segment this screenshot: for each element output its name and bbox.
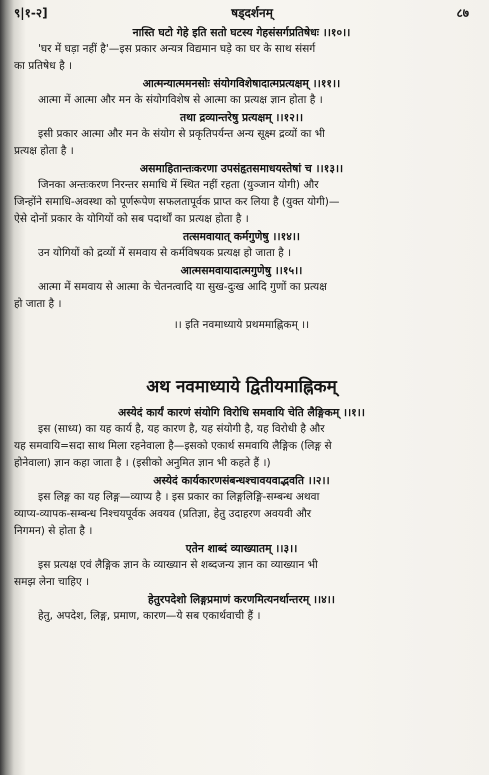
commentary-line: इसी प्रकार आत्मा और मन के संयोग से प्रकृतिपर्यन्त अन्य सूक्ष्म द्रव्यों का भी (38, 128, 325, 140)
sutra-line: तत्समवायात् कर्मगुणेषु ।।१४।। (183, 230, 300, 243)
commentary-line: इस लिङ्ग का यह लिङ्ग—व्याप्य है । इस प्रकार का लिङ्गलिङ्गि-सम्बन्ध अथवा (38, 491, 320, 503)
chapter-end-colophon: ।। इति नवमाध्याये प्रथममाह्निकम् ।। (173, 319, 310, 331)
commentary-line: जिनका अन्तःकरण निरन्तर समाधि में स्थित नहीं रहता (युञ्जान योगी) और (38, 179, 319, 191)
commentary-line: जिन्होंने समाधि-अवस्था को पूर्णरूपेण सफलतापूर्वक प्राप्त कर लिया है (युक्त योगी)— (14, 196, 340, 208)
commentary-line: आत्मा में आत्मा और मन के संयोगविशेष से आत्मा का प्रत्यक्ष ज्ञान होता है । (38, 94, 323, 106)
commentary-line: निगमन) से होता है । (14, 525, 93, 537)
sutra-line: अस्येदं कार्यकारणसंबन्धश्चावयवाद्भवति ।।२।। (153, 474, 330, 487)
commentary-line: व्याप्य-व्यापक-सम्बन्ध निश्चयपूर्वक अवयव (प्रतिज्ञा, हेतु उदाहरण अवयवी और (14, 508, 312, 520)
sutra-line: एतेन शाब्दं व्याख्यातम् ।।३।। (185, 542, 298, 555)
commentary-line: आत्मा में समवाय से आत्मा के चेतनत्वादि या सुख-दुःख आदि गुणों का प्रत्यक्ष (38, 281, 327, 293)
sutra-line: तथा द्रव्यान्तरेषु प्रत्यक्षम् ।।१२।। (179, 111, 304, 124)
sutra-line: असमाहितान्तःकरणा उपसंहृतसमाधयस्तेषां च ।।१३।। (139, 162, 344, 175)
commentary-line: हो जाता है । (14, 298, 62, 310)
commentary-line: इस प्रत्यक्ष एवं लैङ्गिक ज्ञान के व्याख्यान से शब्दजन्य ज्ञान का व्याख्यान भी (38, 559, 318, 571)
second-ahnika-body (14, 404, 469, 625)
sutra-line: हेतुरपदेशो लिङ्गप्रमाणं करणमित्यनर्थान्तरम् ।।४।। (148, 593, 335, 606)
commentary-line: इस (साध्य) का यह कार्य है, यह कारण है, यह संयोगी है, यह विरोधी है और (38, 423, 325, 435)
commentary-line: हेतु, अपदेश, लिङ्ग, प्रमाण, कारण—ये सब एकार्थवाची हैं । (38, 610, 261, 622)
chapter-title: अथ नवमाध्याये द्वितीयमाह्निकम् (146, 377, 337, 397)
section-gap (14, 334, 469, 374)
commentary-line: प्रत्यक्ष होता है । (14, 145, 74, 157)
commentary-line: ऐसे दोनों प्रकार के योगियों को सब पदार्थों का प्रत्यक्ष होता है । (14, 213, 249, 225)
sutra-line: आत्मसमवायादात्मगुणेषु ।।१५।। (180, 264, 303, 277)
sutra-line: आत्मन्यात्ममनसोः संयोगविशेषादात्मप्रत्यक्षम् ।।११।। (142, 77, 341, 90)
sutra-line: नास्ति घटो गेहे इति सतो घटस्य गेहसंसर्गप्रतिषेधः ।।१०।। (132, 26, 351, 39)
page-header (14, 4, 469, 24)
commentary-line: उन योगियों को द्रव्यों में समवाय से कर्मविषयक प्रत्यक्ष हो जाता है । (38, 247, 292, 259)
commentary-line: समझ लेना चाहिए । (14, 576, 90, 588)
section-number: ९|१-२] (14, 6, 48, 20)
running-title: षड्दर्शनम् (231, 6, 273, 20)
sutra-line: अस्येदं कार्यं कारणं संयोगि विरोधि समवायि चेति लैङ्गिकम् ।।१।। (118, 406, 365, 419)
commentary-line: 'घर में घड़ा नहीं है'—इस प्रकार अन्यत्र विद्यमान घड़े का घर के साथ संसर्ग (38, 43, 316, 55)
commentary-line: होनेवाला) ज्ञान कहा जाता है । (इसीको अनुमित ज्ञान भी कहते हैं ।) (14, 457, 271, 469)
first-ahnika-body (14, 24, 469, 313)
commentary-line: का प्रतिषेध है । (14, 60, 73, 72)
page-number: ८७ (456, 6, 469, 20)
commentary-line: यह समवायि=सदा साथ मिला रहनेवाला है—इसको एकार्थ समवायि लैङ्गिक (लिङ्ग से (14, 440, 332, 452)
